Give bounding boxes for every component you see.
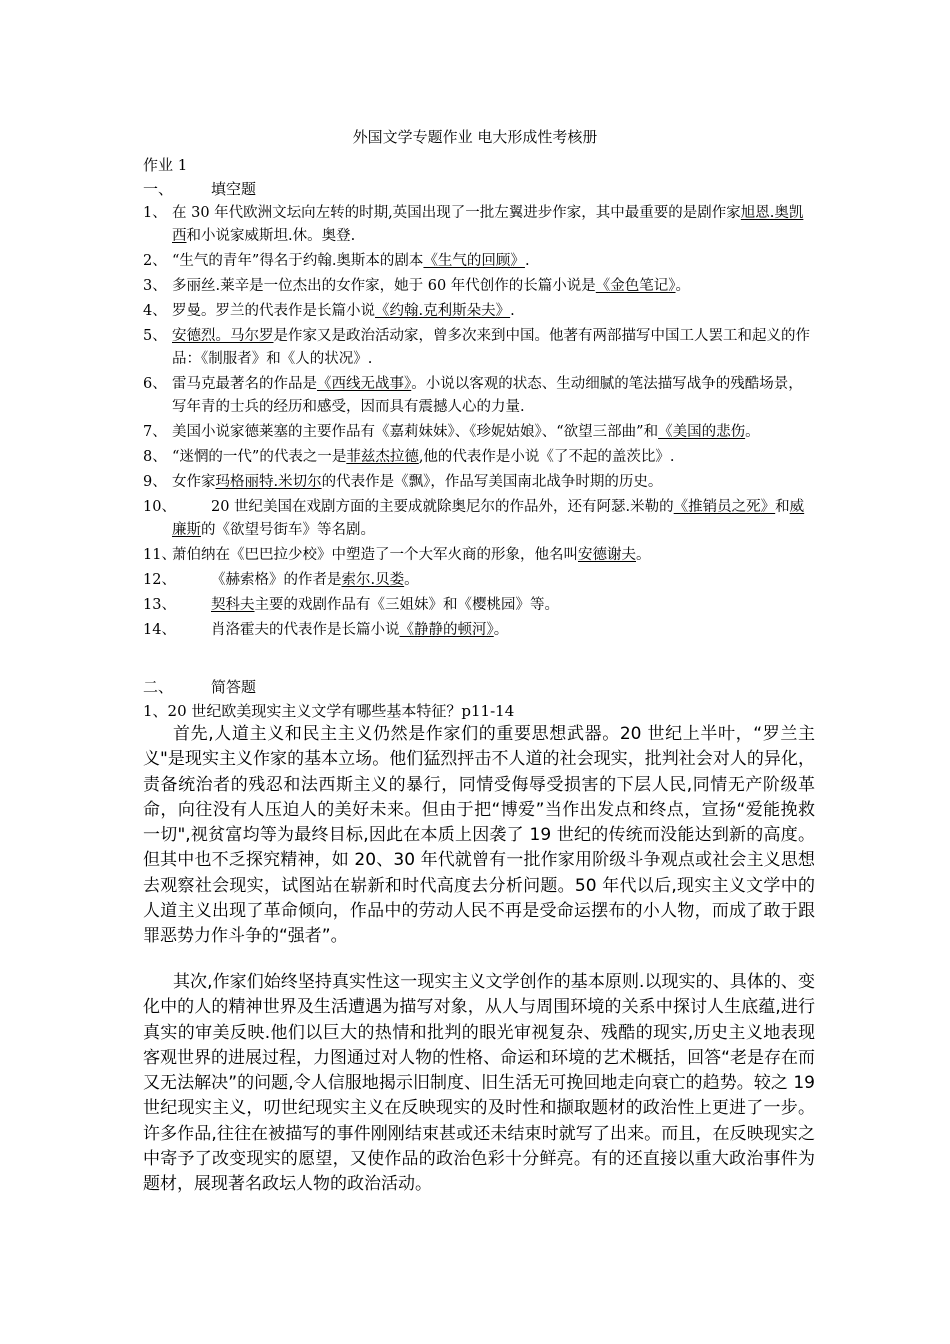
item-text: 在 30 年代欧洲文坛向左转的时期,英国出现了一批左翼进步作家，其中最重要的是剧作家 <box>172 205 741 221</box>
item-text: 的代表作是《飘》，作品写美国南北战争时期的历史。 <box>321 474 663 490</box>
item-number: 11、 <box>143 547 176 563</box>
item-number: 10、 <box>143 499 176 515</box>
section-short-answer <box>143 676 256 697</box>
item-text: 。 <box>404 572 419 588</box>
list-item <box>143 496 815 542</box>
item-number: 7、 <box>143 424 167 440</box>
answer-text: 玛格丽特.米切尔 <box>215 474 322 490</box>
item-text: 主要的戏剧作品有《三姐妹》和《樱桃园》等。 <box>254 597 559 613</box>
list-item <box>143 373 815 419</box>
list-item <box>143 594 815 617</box>
answer-text: 威廉斯 <box>172 499 805 538</box>
item-text: 。 <box>493 622 509 638</box>
section-label: 填空题 <box>211 180 257 198</box>
list-item <box>143 471 815 494</box>
answer-text: 《美国的悲伤 <box>658 424 746 440</box>
item-text: . <box>524 253 530 269</box>
section-number: 二、 <box>143 678 174 696</box>
list-item <box>143 619 815 642</box>
item-number: 9、 <box>143 474 167 490</box>
section-label: 简答题 <box>211 678 257 696</box>
item-text: . <box>510 303 515 319</box>
item-number: 4、 <box>143 303 167 319</box>
answer-text: 《西线无战事》 <box>317 376 412 392</box>
section-fill-in-blank <box>143 178 256 199</box>
item-text: 《赫索格》的作者是 <box>211 572 342 588</box>
answer-text: 《生气的回顾》 <box>423 253 525 269</box>
fill-in-blank-list <box>143 202 815 644</box>
list-item <box>143 275 815 298</box>
item-number: 2、 <box>143 253 167 269</box>
answer-paragraph-1: 首先,人道主义和民主主义仍然是作家们的重要思想武器。20 世纪上半叶，“罗兰主义"是现实主义作家的基本立场。他们猛烈抨击不人道的社会现实，批判社会对人的异化，责备统治者的残忍和法西斯主义的暴行，同情受侮辱受损害的下层人民,同情无产阶级革命，向往没有人压迫人的美好未来。但由于把“博爱”当作出发点和终点，宣扬“爱能挽救一切",视贫富均等为最终目标,因此在本质上因袭了 19 世纪的传统而没能达到新的高度。但其中也不乏探究精神，如 20、30 年代就曾有一批作家用阶级斗争观点或社会主义思想去观察社会现实，试图站在崭新和时代高度去分析问题。50 年代以后,现实主义文学中的人道主义出现了革命倾向，作品中的劳动人民不再是受命运摆布的小人物，而成了敢于跟罪恶势力作斗争的“强者”。 <box>143 724 815 947</box>
item-text: 多丽丝.莱辛是一位杰出的女作家，她于 60 年代创作的长篇小说是 <box>172 278 596 294</box>
item-text: 雷马克最著名的作品是 <box>172 376 317 392</box>
homework-label: 作业 1 <box>143 156 188 174</box>
list-item <box>143 421 815 444</box>
section-number: 一、 <box>143 180 174 198</box>
answer-text: 《推销员之死》 <box>673 499 776 515</box>
item-number: 12、 <box>143 572 176 588</box>
document-title: 外国文学专题作业 电大形成性考核册 <box>352 128 598 146</box>
item-text: 和 <box>775 499 790 515</box>
answer-text: 安德谢夫 <box>578 547 636 563</box>
item-number: 8、 <box>143 449 167 465</box>
item-text: 。 <box>636 547 651 563</box>
answer-text: 《金色笔记》 <box>595 278 676 294</box>
item-text: 和小说家威斯坦.休。奥登. <box>186 228 356 244</box>
item-number: 3、 <box>143 278 167 294</box>
item-text: 是作家又是政治活动家，曾多次来到中国。他著有两部描写中国工人罢工和起义的作品：《制服者》和《人的状况》. <box>172 328 810 367</box>
item-text: 的《欲望号街车》等名剧。 <box>201 522 375 538</box>
item-text: 女作家 <box>172 474 216 490</box>
list-item <box>143 325 815 371</box>
item-number: 13、 <box>143 597 176 613</box>
answer-text: 《约翰.克利斯朵夫》 <box>375 303 511 319</box>
item-number: 5、 <box>143 328 167 344</box>
list-item <box>143 446 815 469</box>
item-text: “生气的青年”得名于约翰.奥斯本的剧本 <box>172 253 424 269</box>
list-item <box>143 569 815 592</box>
item-text: 。 <box>675 278 691 294</box>
answer-paragraph-2: 其次,作家们始终坚持真实性这一现实主义文学创作的基本原则.以现实的、具体的、变化中的人的精神世界及生活遭遇为描写对象，从人与周围环境的关系中探讨人生底蕴,进行真实的审美反映.他们以巨大的热情和批判的眼光审视复杂、残酷的现实,历史主义地表现客观世界的进展过程，力图通过对人物的性格、命运和环境的艺术概括，回答“老是存在而又无法解决”的问题,令人信服地揭示旧制度、旧生活无可挽回地走向衰亡的趋势。较之 19 世纪现实主义，叨世纪现实主义在反映现实的及时性和撷取题材的政治性上更进了一步。许多作品,往往在被描写的事件刚刚结束甚或还未结束时就写了出来。而且，在反映现实之中寄予了改变现实的愿望，又使作品的政治色彩十分鲜亮。有的还直接以重大政治事件为题材，展现著名政坛人物的政治活动。 <box>143 972 815 1195</box>
item-text: 萧伯纳在《巴巴拉少校》中塑造了一个大军火商的形象，他名叫 <box>172 547 578 563</box>
question-1: 1、20 世纪欧美现实主义文学有哪些基本特征？p11-14 <box>143 702 515 720</box>
answer-text: 契科夫 <box>211 597 255 613</box>
item-text: 罗曼。罗兰的代表作是长篇小说 <box>172 303 375 319</box>
list-item <box>143 250 815 273</box>
item-text: 肖洛霍夫的代表作是长篇小说 <box>211 622 400 638</box>
answer-text: 安德烈。马尔罗 <box>172 328 274 344</box>
item-text: ,他的代表作是小说《了不起的盖茨比》. <box>418 449 675 465</box>
item-text: “迷惘的一代”的代表之一是 <box>172 449 347 465</box>
item-number: 1、 <box>143 205 167 221</box>
answer-text: 旭恩.奥凯西 <box>172 205 804 244</box>
answer-text: 《静静的顿河》 <box>399 622 494 638</box>
item-text: 。小说以客观的状态、生动细腻的笔法描写战争的残酷场景，写年青的士兵的经历和感受，因而具有震撼人心的力量. <box>172 376 803 415</box>
list-item <box>143 202 815 248</box>
item-number: 14、 <box>143 622 176 638</box>
list-item <box>143 544 815 567</box>
item-text: 美国小说家德莱塞的主要作品有《嘉莉妹妹》、《珍妮姑娘》、“欲望三部曲”和 <box>172 424 659 440</box>
item-number: 6、 <box>143 376 167 392</box>
list-item <box>143 300 815 323</box>
item-text: 20 世纪美国在戏剧方面的主要成就除奥尼尔的作品外，还有阿瑟.米勒的 <box>211 499 674 515</box>
item-text: 。 <box>745 424 760 440</box>
answer-text: 索尔.贝娄 <box>341 572 405 588</box>
answer-text: 菲兹杰拉德 <box>346 449 419 465</box>
